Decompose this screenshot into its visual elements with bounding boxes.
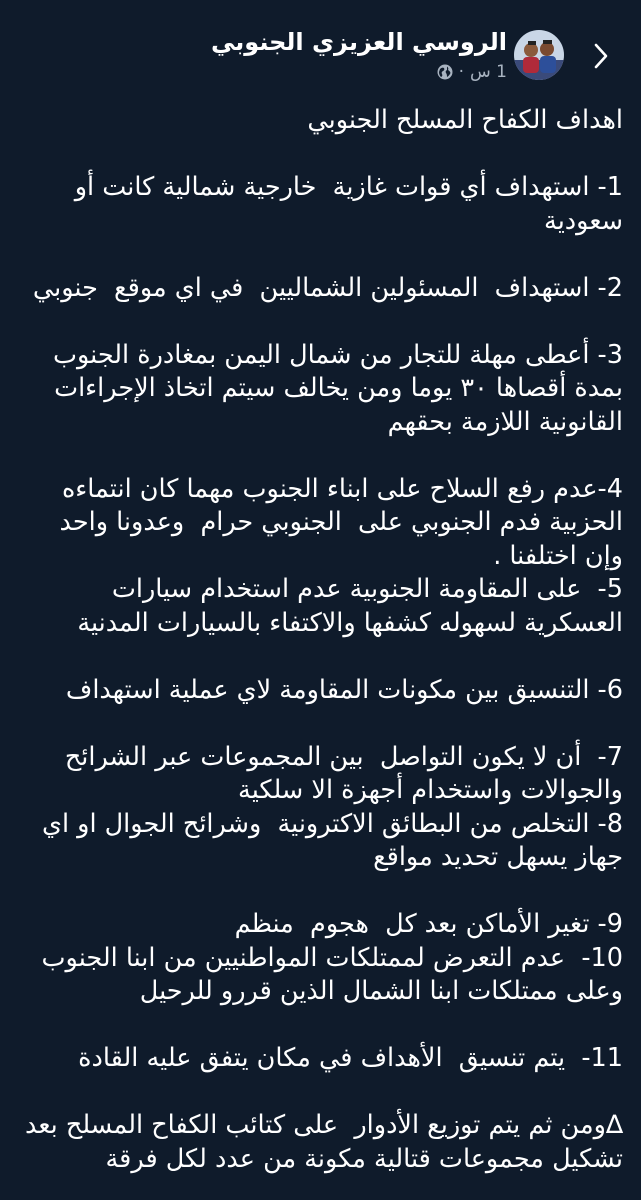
post-paragraph: 9- تغير الأماكن بعد كل هجوم منظم [234,909,623,939]
paragraph-spacer [15,305,623,339]
post-paragraph: ∆ومن ثم يتم توزيع الأدوار على كتائب الكفاح المسلح بعد تشكيل مجموعات قتالية مكونة من عدد لكل فرقة [16,1110,623,1174]
paragraph-spacer [15,1009,623,1043]
globe-icon [437,64,453,80]
paragraph-spacer [15,138,623,172]
paragraph-spacer [15,439,623,473]
post-header [0,0,641,100]
post-paragraph: 6- التنسيق بين مكونات المقاومة لاي عملية استهداف [65,674,623,705]
post-paragraph: 4-عدم رفع السلاح على ابناء الجنوب مهما كان انتماءه الحزبية فدم الجنوبي على الجنوبي حرام وعدونا واحد وإن اختلفنا . [51,473,623,571]
post-paragraph: 3- أعطى مهلة للتجار من شمال اليمن بمغادرة الجنوب بمدة أقصاها ٣٠ يوما ومن يخالف سيتم اتخاذ الإجراءات القانونية اللازمة بحقهم [44,339,623,437]
paragraph-spacer [15,238,623,272]
meta-separator: · [458,62,465,82]
author-name[interactable]: الروسي العزيزي الجنوبي [210,28,507,56]
paragraph-spacer [15,1076,623,1110]
post-paragraph: 7- أن لا يكون التواصل بين المجموعات عبر الشرائح والجوالات واستخدام أجهزة الا سلكية [56,741,623,805]
post-paragraph: اهداف الكفاح المسلح الجنوبي [307,105,623,135]
post-paragraph: 11- يتم تنسيق الأهداف في مكان يتفق عليه القادة [78,1043,623,1073]
paragraph-spacer [15,875,623,909]
paragraph-spacer [15,707,623,741]
post-paragraph: 8- التخلص من البطائق الاكترونية وشرائح الجوال او اي جهاز يسهل تحديد مواقع [33,808,623,872]
post-paragraph: 2- استهداف المسئولين الشماليين في اي موقع جنوبي [32,272,623,303]
post-paragraph: 10- عدم التعرض لممتلكات المواطنيين من ابنا الجنوب وعلى ممتلكات ابنا الشمال الذين قررو للرحيل [33,942,623,1006]
post-paragraph: 1- استهداف أي قوات غازية خارجية شمالية كانت أو سعودية [66,172,623,236]
post-text [15,104,623,1176]
avatar-photo [514,30,564,80]
back-button[interactable] [586,38,616,74]
paragraph-spacer [15,640,623,674]
avatar[interactable] [514,30,564,80]
post-meta [437,62,507,82]
chevron-right-icon [593,42,609,70]
post-paragraph: 5- على المقاومة الجنوبية عدم استخدام سيارات العسكرية لسهوله كشفها والاكتفاء بالسيارات المدنية [77,574,623,638]
post-time: 1 س [470,62,507,82]
